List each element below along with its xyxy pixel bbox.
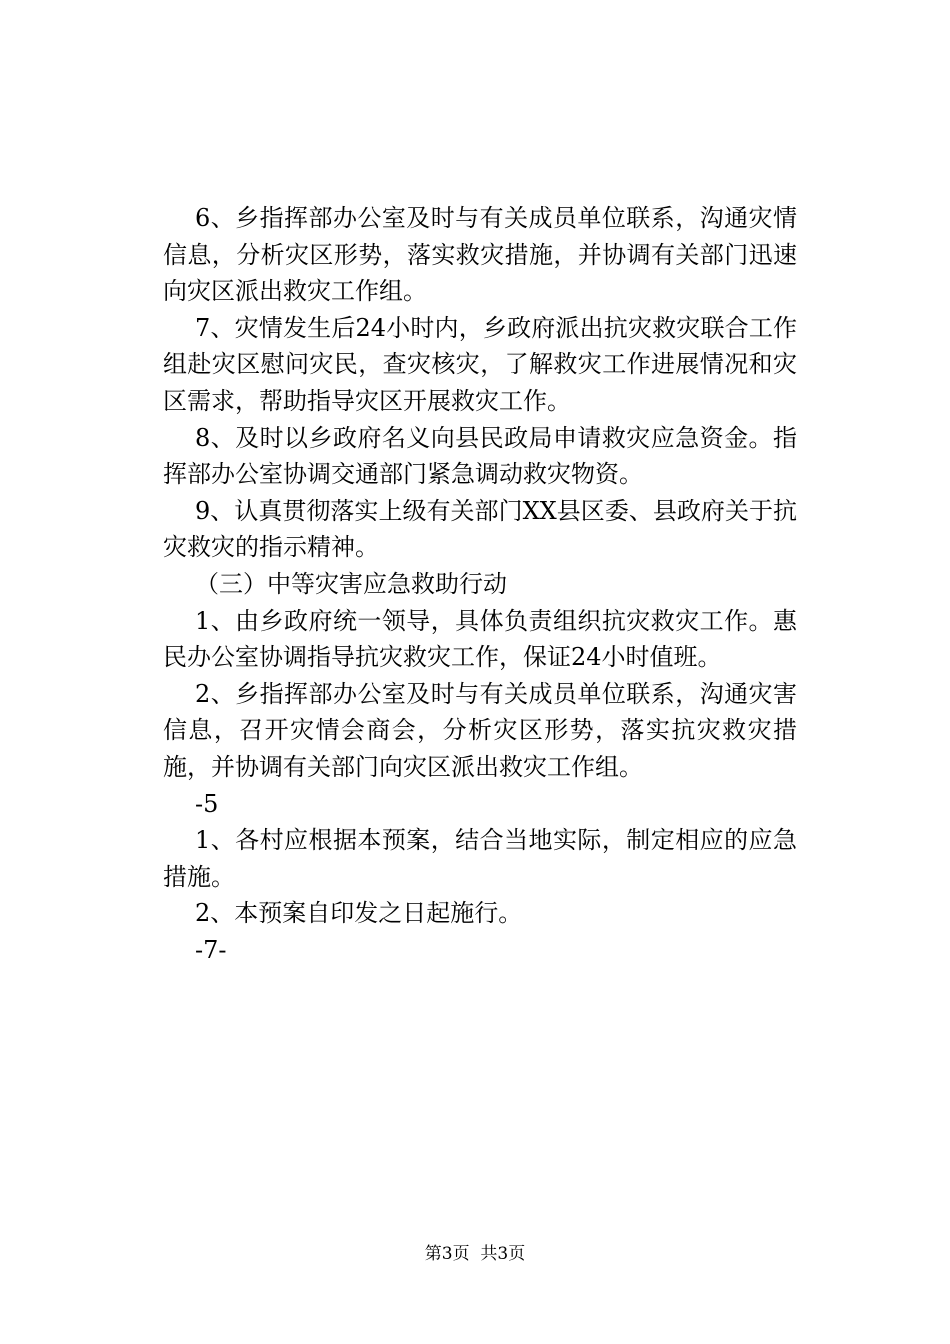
page-marker-7: -7- xyxy=(195,935,227,964)
paragraph-9: 9、认真贯彻落实上级有关部门XX县区委、县政府关于抗灾救灾的指示精神。 xyxy=(163,496,797,562)
page-marker-5: -5 xyxy=(195,789,219,818)
paragraph-8: 8、及时以乡政府名义向县民政局申请救灾应急资金。指挥部办公室协调交通部门紧急调动救灾物资。 xyxy=(163,423,797,489)
closing-item-1: 1、各村应根据本预案，结合当地实际，制定相应的应急措施。 xyxy=(163,826,797,891)
document-body xyxy=(163,200,797,968)
paragraph-6: 6、乡指挥部办公室及时与有关成员单位联系，沟通灾情信息，分析灾区形势，落实救灾措施，并协调有关部门迅速向灾区派出救灾工作组。 xyxy=(163,204,797,306)
section-heading: （三）中等灾害应急救助行动 xyxy=(195,569,507,598)
paragraph-7: 7、灾情发生后24小时内，乡政府派出抗灾救灾联合工作组赴灾区慰问灾民，查灾核灾，了解救灾工作进展情况和灾区需求，帮助指导灾区开展救灾工作。 xyxy=(163,313,797,415)
closing-item-2: 2、本预案自印发之日起施行。 xyxy=(195,899,523,928)
paragraph-1: 1、由乡政府统一领导，具体负责组织抗灾救灾工作。惠民办公室协调指导抗灾救灾工作，保证24小时值班。 xyxy=(163,606,797,672)
paragraph-2: 2、乡指挥部办公室及时与有关成员单位联系，沟通灾害信息，召开灾情会商会，分析灾区形势，落实抗灾救灾措施，并协调有关部门向灾区派出救灾工作组。 xyxy=(163,679,797,781)
page-footer: 第3页 共3页 xyxy=(424,1244,526,1264)
